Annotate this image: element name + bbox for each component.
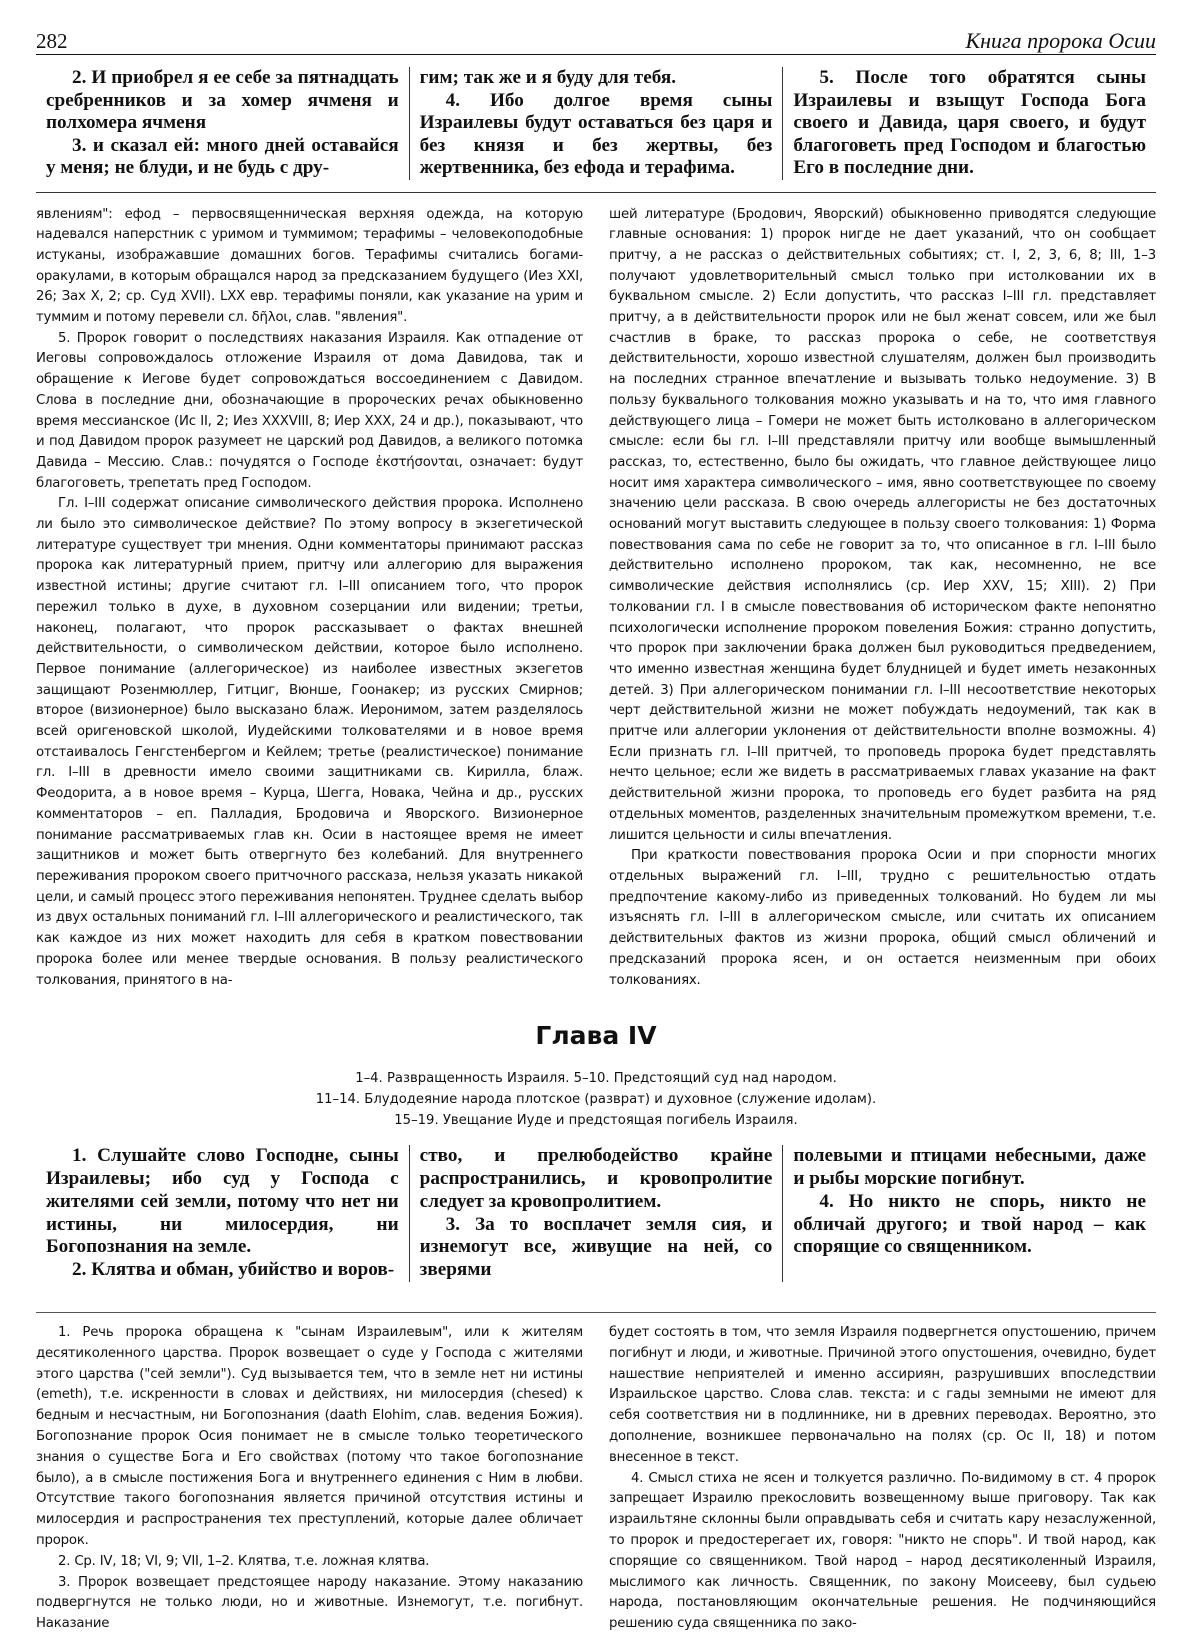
commentary-bottom [36,1323,1156,1635]
commentary-paragraph: 2. Ср. IV, 18; VI, 9; VII, 1–2. Клятва, т.е. ложная клятва. [58,1553,430,1569]
page-header [36,20,1156,55]
commentary-column-right [609,1323,1156,1635]
verse-text: 3. За то восплачет земля сия, и изнемогут все, живущие на ней, со зверями [419,1213,773,1281]
verse-column-2 [409,1145,783,1282]
summary-line: 15–19. Увещание Иуде и предстоящая погибель Израиля. [394,1113,798,1129]
verses-top [36,67,1156,180]
verse-text: ство, и прелюбодейство крайне распространились, и кровопролитие следует за кровопролитием. [419,1145,773,1212]
verse-column-1 [36,67,409,180]
verse-text: 4. Но никто не спорь, никто не обличай другого; и твой народ – как спорящие со священником. [793,1190,1147,1258]
commentary-paragraph: будет состоять в том, что земля Израиля подвергнется опустошению, причем погибнут и люди, и животные. Причиной этого опустошения, очевидно, будет нашествие неприятелей и именно ассириян, разрушивших впоследствии Израильское царство. Слова слав. текста: и с гады земными не имеют для себя соответствия ни в подлиннике, ни в древних переводах. Вероятно, это дополнение, возникшее первоначально на полях (ср. Ос II, 18) и потом внесенное в текст. [609,1325,1156,1465]
commentary-paragraph: Гл. I–III содержат описание символического действия пророка. Исполнено ли было это символическое действие? По этому вопросу в экзегетической литературе существует три мнения. Одни комментаторы принимают рассказ пророка как литературный прием, притчу или аллегорию для выражения известной истины; другие считают гл. I–III описанием того, что пророк пережил только в духе, в духовном созерцании или видении; третьи, наконец, полагают, что пророк рассказывает о фактах внешней действительности, о символическом действии, которое было исполнено. Первое понимание (аллегорическое) из наиболее известных экзегетов защищают Розенмюллер, Гитциг, Вюнше, Гоонакер; из русских Смирнов; второе (визионерное) было высказано блаж. Иеронимом, затем разделялось всей оригеновской школой, Иудейскими толкователями и в новое время отстаивалось Генгстенбергом и Кейлем; третье (реалистическое) понимание гл. I–III в древности имело своими защитниками св. Кирилла, блаж. Феодорита, а в новое время – Курца, Шегга, Новака, Чейна и др., русских комментаторов – еп. Палладия, Бродовича и Яворского. Визионерное понимание рассматриваемых глав кн. Осии в настоящее время не имеет защитников и может быть отвергнуто без колебаний. Для внутреннего переживания пророком своего притчочного рассказа, нельзя указать никакой цели, и самый процесс этого переживания непонятен. Труднее сделать выбор из двух остальных пониманий гл. I–III аллегорического и реалистического, так как каждое из них может находить для себя в кратком повествовании пророка более или менее твердые основания. В пользу реалистического толкования, принятого в на- [36,496,583,988]
summary-line: 11–14. Блудодеяние народа плотское (разврат) и духовное (служение идолам). [315,1092,877,1108]
commentary-paragraph: При краткости повествования пророка Осии и при спорности многих отдельных выражений гл. I–III, трудно с решительностью отдать предпочтение какому-либо из приведенных толкований. Но будем ли мы изъяснять гл. I–III в аллегорическом смысле, или считать их описанием действительных фактов из жизни пророка, общий смысл обличений и предсказаний пророка ясен, и он остается неизменным при обоих толкованиях. [609,848,1156,988]
verse-text: 1. Слушайте слово Господне, сыны Израилевы; ибо суд у Господа с жителями сей земли, потому что нет ни истины, ни милосердия, ни Богопознания на земле. [46,1145,399,1258]
page [36,20,1156,1635]
summary-line: 1–4. Развращенность Израиля. 5–10. Предстоящий суд над народом. [355,1071,837,1087]
commentary-paragraph: 4. Смысл стиха не ясен и толкуется различно. По-видимому в ст. 4 пророк запрещает Израилю прекословить возвещенному выше приговору. Так как израильтяне склонны были оправдывать себя и считать кару незаслуженной, то пророк и предостерегает их, говоря: "никто не спорь". И твой народ, как спорящие со священником. Твой народ – народ десятиколенный Израиля, мыслимого как личность. Священник, по закону Моисееву, был судьею народа, постановляющим окончательные решения. Не подчиняющийся решению суда священника по зако- [609,1470,1156,1632]
commentary-paragraph: 3. Пророк возвещает предстоящее народу наказание. Этому наказанию подвергнутся не только люди, но и животные. Изнемогут, т.е. погибнут. Наказание [36,1574,583,1632]
chapter-summary [36,1068,1156,1131]
commentary-paragraph: 5. Пророк говорит о последствиях наказания Израиля. Как отпадение от Иеговы сопровождалось отложение Израиля от дома Давидова, так и обращение к Иегове будет сопровождаться воссоединением с Давидом. Слова в последние дни, обозначающие в пророческих речах обыкновенно время мессианское (Ис II, 2; Иез XXXVIII, 8; Иер XXX, 24 и др.), показывают, что и под Давидом пророк разумеет не царский род Давидов, а великого потомка Давида – Мессию. Слав.: почудятся о Господе ἐκστήσονται, означает: будут благоговеть, трепетать пред Господом. [36,330,583,491]
commentary-paragraph: явлениям": ефод – первосвященническая верхняя одежда, на которую надевался наперстник с уримом и туммимом; терафимы – человекоподобные истуканы, изображавшие домашних богов. Терафимы считались богами-оракулами, в которым обращался народ за предсказанием будущего (Иез XXI, 26; Зах X, 2; ср. Суд XVII). LXX евр. терафимы поняли, как указание на урим и туммим и потому перевели сл. δῆλοι, слав. "явления". [36,206,583,326]
verses-bottom [36,1145,1156,1282]
verse-text: 2. И приобрел я ее себе за пятнадцать сребренников и за хомер ячменя и полхомера ячменя [46,67,399,133]
page-number: 282 [36,29,68,53]
verse-text: 3. и сказал ей: много дней оставайся у меня; не блуди, и не будь с дру- [46,134,399,178]
verse-text: 4. Ибо долгое время сыны Израилевы будут оставаться без царя и без князя и без жертвы, без жертвенника, без ефода и терафима. [419,89,773,178]
commentary-paragraph: 1. Речь пророка обращена к "сынам Израилевым", или к жителям десятиколенного царства. Пророк возвещает о суде у Господа с жителями этого царства ("сей земли"). Суд вызывается тем, что в земле нет ни истины (emeth), т.е. искренности в словах и действиях, ни милосердия (chesed) к бедным и несчастным, ни Богопознания (daath Elohim, слав. ведения Божия). Богопознание пророк Осия понимает не в смысле только теоретического знания о существе Бога и Его свойствах (потому что такое богопознание было), а в смысле постижения Бога и внутреннего единения с Ним в любви. Отсутствие такого богопознания является причиной отсутствия истины и милосердия и распространения тех преступлений, которые далее обличает пророк. [36,1325,583,1548]
verse-column-3 [782,1145,1156,1282]
commentary-column-right [609,205,1156,992]
chapter-title: Глава IV [535,1021,657,1051]
verse-column-3 [782,67,1156,180]
verse-text: 2. Клятва и обман, убийство и воров- [72,1259,395,1281]
commentary-column-left [36,205,583,992]
verse-text: полевыми и птицами небесными, даже и рыбы морские погибнут. [793,1145,1147,1190]
commentary-top [36,205,1156,992]
running-title: Книга пророка Осии [965,28,1156,53]
divider [36,192,1156,193]
verse-text: 5. После того обратятся сыны Израилевы и взыщут Господа Бога своего и Давида, царя своего, и будут благоговеть пред Господом и благостью Его в последние дни. [793,67,1147,178]
verse-column-2 [409,67,783,180]
verse-column-1 [36,1145,409,1282]
divider [36,1312,1156,1313]
commentary-column-left [36,1323,583,1635]
verse-text: гим; так же и я буду для тебя. [419,67,677,88]
commentary-paragraph: шей литературе (Бродович, Яворский) обыкновенно приводятся следующие главные основания: 1) пророк нигде не дает указаний, что он сообщает притчу, а не рассказ о действительных событиях; ст. I, 2, 3, 6, 8; III, 1–3 получают удовлетворительный смысл только при истолковании их в буквальном смысле. 2) Если допустить, что рассказ I–III гл. представляет притчу, а в действительности пророк или не был женат совсем, или же был счастлив в браке, то рассказ пророка о себе, не соответствуя действительности, хорошо известной слушателям, должен был производить на последних странное впечатление и вызывать только недоумение. 3) В пользу буквального толкования можно указывать и на то, что имя главного действующего лица – Гомери не может быть истолковано в аллегорическом смысле: если бы гл. I–III представляли притчу или вообще вымышленный рассказ, то, естественно, было бы ожидать, что главное действующее лицо носит имя характера символического – имя, явно соответствующее по своему значению цели рассказа. В свою очередь аллегористы не без достаточных оснований могут выставить следующее в пользу своего толкования: 1) Форма повествования сама по себе не говорит за то, что описанное в гл. I–III было действительно исполнено пророком, так как, несомненно, не все символические действия исполнялись (ср. Иер XXV, 15; XIII). 2) При толковании гл. I в смысле повествования об историческом факте непонятно психологически исполнение пророком повеления Божия: странно допустить, что пророк при заключении брака должен был руководиться предведением, что именно известная женщина будет блудницей и будет иметь незаконных детей. 3) При аллегорическом понимании гл. I–III несоответствие некоторых черт действительной жизни не может побуждать недоумений, так как в притче или аллегории уклонения от действительности вполне возможны. 4) Если признать гл. I–III притчей, то проповедь пророка будет представлять нечто цельное; если же видеть в рассматриваемых главах указание на факт действительной жизни пророка, то проповедь его будет разбита на ряд отдельных моментов, разделенных значительным промежутком времени, т.е. лишится цельности и силы впечатления. [609,206,1156,843]
